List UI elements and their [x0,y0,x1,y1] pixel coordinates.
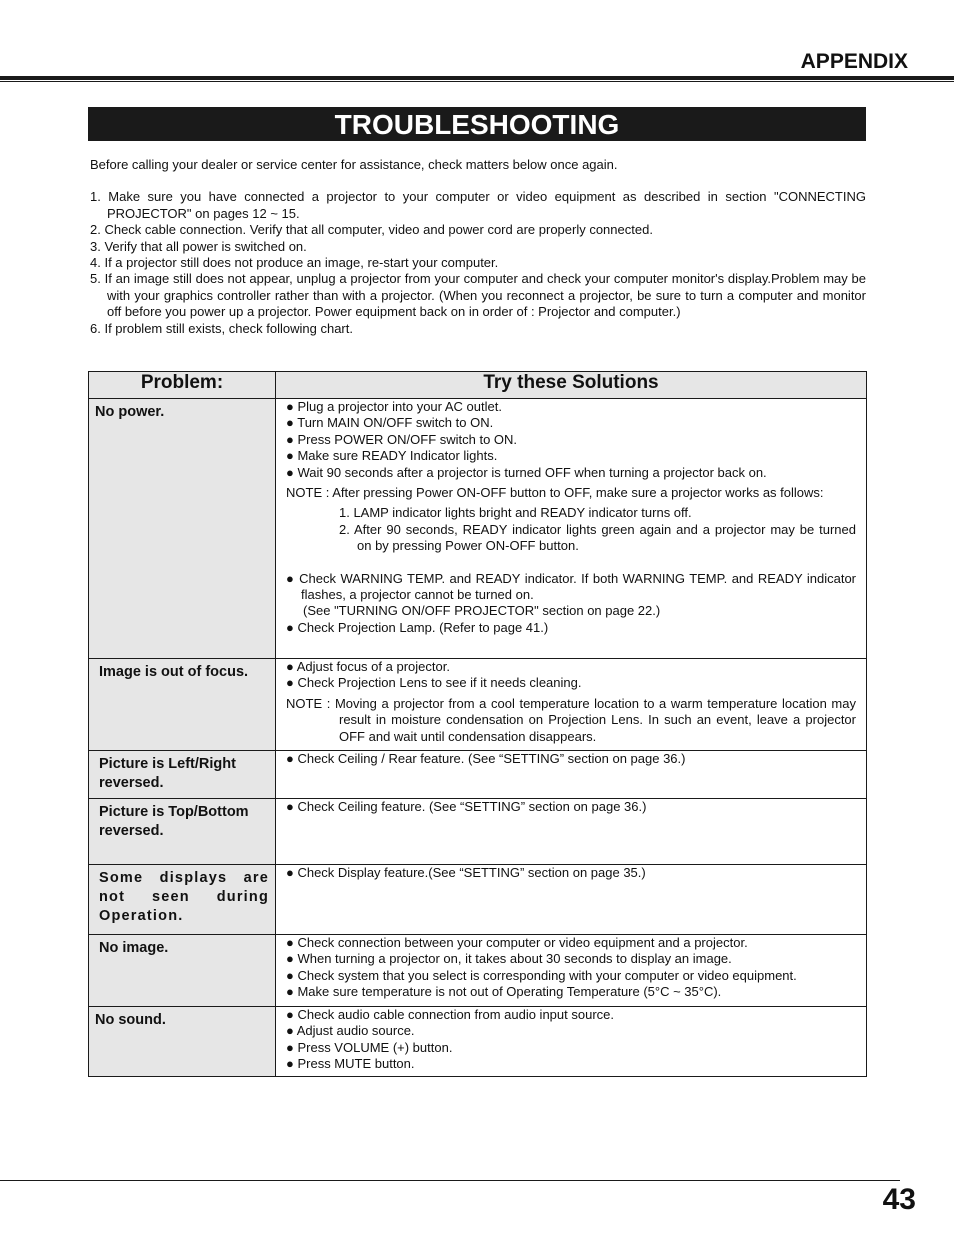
solution-cell [276,935,867,1007]
solution-item: ● Check Display feature.(See “SETTING” section on page 35.) [286,865,646,880]
table-header-row [89,372,867,399]
solution-item: ● Make sure READY Indicator lights. [286,448,498,464]
checklist-item: 2. Check cable connection. Verify that all computer, video and power cord are properly connected. [90,222,653,238]
note-text: NOTE : Moving a projector from a cool temperature location to a warm temperature location may result in moisture condensation on Projection Lens. In such an event, leave a projector OFF and wait until condensation disappears. [286,695,856,744]
footer-rule [0,1180,900,1181]
troubleshooting-table [88,371,867,1077]
solution-cell [276,799,867,865]
solution-item: ● Plug a projector into your AC outlet. [286,399,502,414]
solution-item: ● Wait 90 seconds after a projector is turned OFF when turning a projector back on. [286,464,767,480]
page-title: TROUBLESHOOTING [88,107,866,141]
solution-item: ● Check connection between your computer or video equipment and a projector. [286,935,748,950]
solution-cell [276,659,867,751]
table-row [89,935,867,1007]
problem-cell: Picture is Left/Right reversed. [89,751,276,799]
solution-item: ● Check system that you select is corresponding with your computer or video equipment. [286,967,797,983]
checklist-item: 3. Verify that all power is switched on. [90,238,307,254]
solution-cell [276,1007,867,1077]
solution-item: ● Adjust focus of a projector. [286,659,450,674]
table-row [89,1007,867,1077]
solutions-column-header: Try these Solutions [276,372,867,399]
solution-item: ● Press POWER ON/OFF switch to ON. [286,431,518,447]
problem-cell: No image. [89,935,276,1007]
solution-item: ● Check Ceiling / Rear feature. (See “SETTING” section on page 36.) [286,751,686,766]
solution-item: ● When turning a projector on, it takes about 30 seconds to display an image. [286,951,732,967]
note-text: NOTE : After pressing Power ON-OFF button to OFF, make sure a projector works as follows: [286,485,824,501]
solution-item: ● Adjust audio source. [286,1023,415,1039]
header-rule [0,76,954,80]
solution-item: ● Check WARNING TEMP. and READY indicator. If both WARNING TEMP. and READY indicator flashes, a projector cannot be turned on. [286,570,856,603]
solution-cell [276,865,867,935]
table-row [89,799,867,865]
problem-cell: Some displays are not seen during Operation. [89,865,276,935]
solution-item: ● Turn MAIN ON/OFF switch to ON. [286,415,494,431]
solution-item: ● Make sure temperature is not out of Operating Temperature (5°C ~ 35°C). [286,984,722,1000]
problem-cell: No power. [89,399,276,659]
checklist [90,189,866,337]
solution-cell [276,399,867,659]
intro-section [90,157,866,337]
problem-cell: Picture is Top/Bottom reversed. [89,799,276,865]
solution-item: ● Press VOLUME (+) button. [286,1039,453,1055]
note-subitem: 2. After 90 seconds, READY indicator lights green again and a projector may be turned on by pressing Power ON-OFF button. [339,521,856,554]
checklist-item: 5. If an image still does not appear, unplug a projector from your computer and check your computer monitor's display.Problem may be with your graphics controller rather than with a projector. (When you reconnect a projector, be sure to turn a computer and monitor off before you power up a projector. Power equipment back on in order of : Projector and computer.) [90,271,866,320]
solution-cell [276,751,867,799]
checklist-item: 4. If a projector still does not produce an image, re-start your computer. [90,255,499,271]
table-row [89,399,867,659]
solution-item: ● Check Ceiling feature. (See “SETTING” section on page 36.) [286,799,647,814]
intro-lead: Before calling your dealer or service center for assistance, check matters below once again. [90,157,618,172]
solution-item: ● Press MUTE button. [286,1056,415,1072]
solution-item: ● Check Projection Lens to see if it needs cleaning. [286,675,582,691]
table-row [89,865,867,935]
note-subitem: 1. LAMP indicator lights bright and READY indicator turns off. [339,505,692,521]
solution-item-reference: (See "TURNING ON/OFF PROJECTOR" section on page 22.) [303,603,661,619]
section-label: APPENDIX [800,50,908,73]
spacer [286,555,856,571]
problem-cell: No sound. [89,1007,276,1077]
solution-item: ● Check Projection Lamp. (Refer to page 41.) [286,619,549,635]
table-row [89,659,867,751]
checklist-item: 6. If problem still exists, check following chart. [90,320,353,336]
header-rule-thin [0,81,954,82]
problem-cell: Image is out of focus. [89,659,276,751]
solution-item: ● Check audio cable connection from audio input source. [286,1007,614,1022]
table-row [89,751,867,799]
page-number: 43 [882,1183,916,1216]
problem-column-header: Problem: [89,372,276,399]
checklist-item: 1. Make sure you have connected a projector to your computer or video equipment as described in section "CONNECTING PROJECTOR" on pages 12 ~ 15. [90,189,866,221]
